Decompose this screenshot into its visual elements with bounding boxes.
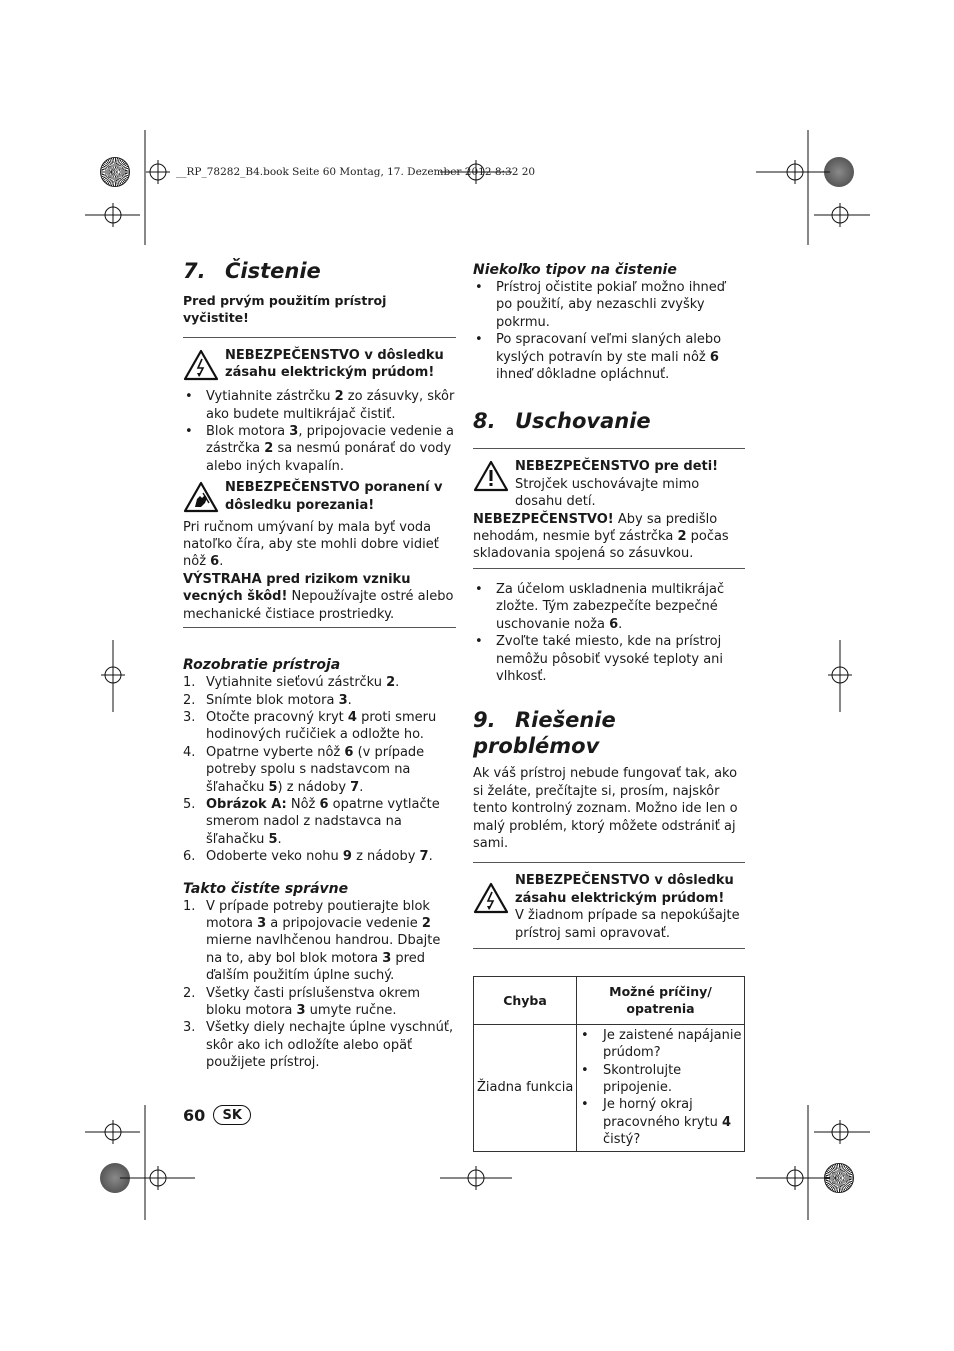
section-7-heading: 7. Čistenie bbox=[183, 259, 321, 283]
exclamation-warning-icon bbox=[473, 460, 509, 492]
cut-warning-text: Pri ručnom umývaní by mala byť voda natoľko číra, aby ste mohli dobre vidieť nôž 6. bbox=[183, 519, 439, 570]
divider bbox=[183, 337, 456, 338]
tips-list bbox=[473, 279, 745, 383]
storage-list bbox=[473, 581, 745, 685]
list-item: 4. Opatrne vyberte nôž 6 (v prípade potreby spolu s nadstavcom na šľahačku 5) z nádoby 7. bbox=[183, 744, 425, 795]
page-footer bbox=[183, 1105, 251, 1125]
list-item: 6. Odoberte veko nohu 9 z nádoby 7. bbox=[183, 849, 433, 865]
divider bbox=[473, 568, 745, 569]
section-9-heading: 9. Riešenie problémov bbox=[473, 708, 616, 759]
list-item: 2. Všetky časti príslušenstva okrem bloku motora 3 umyte ručne. bbox=[183, 985, 421, 1018]
lightning-warning-icon bbox=[183, 349, 219, 381]
property-damage-caution: VÝSTRAHA pred rizikom vzniku vecných škôd! Nepoužívajte ostré alebo mechanické čistiace prostriedky. bbox=[183, 571, 454, 622]
electric-warning-list bbox=[183, 388, 456, 475]
page-number: 60 bbox=[183, 1105, 206, 1125]
list-item: 5. Obrázok A: Nôž 6 opatrne vytlačte smerom nadol z nadstavca na šľahačku 5. bbox=[183, 796, 440, 847]
storage-danger-text: NEBEZPEČENSTVO! Aby sa predišlo nehodám, nesmie byť zástrčka 2 počas skladovania spojená so zásuvkou. bbox=[473, 511, 729, 562]
list-item: • Zvoľte také miesto, kde na prístroj nemôžu pôsobiť vysoké teploty ani vlhkosť. bbox=[473, 633, 745, 685]
list-item: • Vytiahnite zástrčku 2 zo zásuvky, skôr ako budete multikrájač čistiť. bbox=[183, 388, 456, 423]
divider bbox=[183, 627, 456, 628]
divider bbox=[473, 948, 745, 949]
language-badge: SK bbox=[213, 1105, 251, 1125]
list-item: • Skontrolujte pripojenie. bbox=[579, 1062, 742, 1097]
disassembly-heading: Rozobratie prístroja bbox=[183, 657, 341, 674]
section-8-heading: 8. Uschovanie bbox=[473, 409, 651, 434]
warning-cut-injury: NEBEZPEČENSTVO poranení v dôsledku porezania! bbox=[183, 479, 456, 518]
section-7-intro: Pred prvým použitím prístroj vyčistite! bbox=[183, 293, 387, 326]
warning-electric-shock: NEBEZPEČENSTVO v dôsledku zásahu elektrickým prúdom! bbox=[183, 347, 456, 386]
list-item: • Prístroj očistite pokiaľ možno ihneď po použití, aby nezaschli zvyšky pokrmu. bbox=[473, 279, 745, 331]
cause-cell bbox=[577, 1024, 745, 1151]
proper-cleaning-steps bbox=[183, 898, 456, 1072]
list-item: 2. Snímte blok motora 3. bbox=[183, 692, 352, 708]
list-item: 3. Otočte pracovný kryt 4 proti smeru hodinových ručičiek a odložte ho. bbox=[183, 709, 437, 743]
tips-heading: Niekoľko tipov na čistenie bbox=[473, 262, 677, 278]
list-item: 1. Vytiahnite sieťovú zástrčku 2. bbox=[183, 675, 400, 691]
table-header-row bbox=[474, 976, 745, 1024]
column-header-cause: Možné príčiny/ opatrenia bbox=[577, 976, 745, 1024]
troubleshooting-table bbox=[473, 976, 745, 1152]
warning-electric-shock-repair: NEBEZPEČENSTVO v dôsledku zásahu elektrickým prúdom! V žiadnom prípade sa nepokúšajte prístroj sami opravovať. bbox=[473, 872, 745, 942]
list-item: 1. V prípade potreby poutierajte blok motora 3 a pripojovacie vedenie 2 mierne navlhčenou handrou. Dbajte na to, aby bol blok motora 3 pred ďalším použitím úplne suchý. bbox=[183, 898, 441, 984]
divider bbox=[473, 862, 745, 863]
list-item: • Blok motora 3, pripojovacie vedenie a zástrčka 2 sa nesmú ponárať do vody alebo iných kvapalín. bbox=[183, 423, 456, 475]
list-item: • Je zaistené napájanie prúdom? bbox=[579, 1027, 742, 1062]
proper-cleaning-heading: Takto čistíte správne bbox=[183, 880, 349, 897]
print-file-info: __RP_78282_B4.book Seite 60 Montag, 17. Dezember 2012 8:32 20 bbox=[176, 166, 536, 178]
warning-children: NEBEZPEČENSTVO pre deti! Strojček uschovávajte mimo dosahu detí. bbox=[473, 458, 745, 510]
table-row bbox=[474, 1024, 745, 1151]
list-item: • Je horný okraj pracovného krytu 4 čistý? bbox=[579, 1096, 742, 1148]
fault-cell: Žiadna funkcia bbox=[474, 1024, 577, 1151]
list-item: 3. Všetky diely nechajte úplne vyschnúť, skôr ako ich odložíte alebo opäť použijete prístroj. bbox=[183, 1020, 454, 1071]
section-9-intro: Ak váš prístroj nebude fungovať tak, ako si želáte, prečítajte si, prosím, najskôr tento kontrolný zoznam. Možno ide len o malý problém, ktorý môžete odstrániť aj sami. bbox=[473, 766, 738, 851]
left-column bbox=[183, 255, 456, 1072]
right-column bbox=[473, 258, 745, 1152]
cut-hand-warning-icon bbox=[183, 481, 219, 513]
lightning-warning-icon bbox=[473, 882, 509, 914]
divider bbox=[473, 448, 745, 449]
column-header-fault: Chyba bbox=[474, 976, 577, 1024]
list-item: • Po spracovaní veľmi slaných alebo kyslých potravín by ste mali nôž 6 ihneď dôkladne opláchnuť. bbox=[473, 331, 745, 383]
disassembly-steps bbox=[183, 674, 456, 865]
list-item: • Za účelom uskladnenia multikrájač zložte. Tým zabezpečíte bezpečné uschovanie noža 6. bbox=[473, 581, 745, 633]
